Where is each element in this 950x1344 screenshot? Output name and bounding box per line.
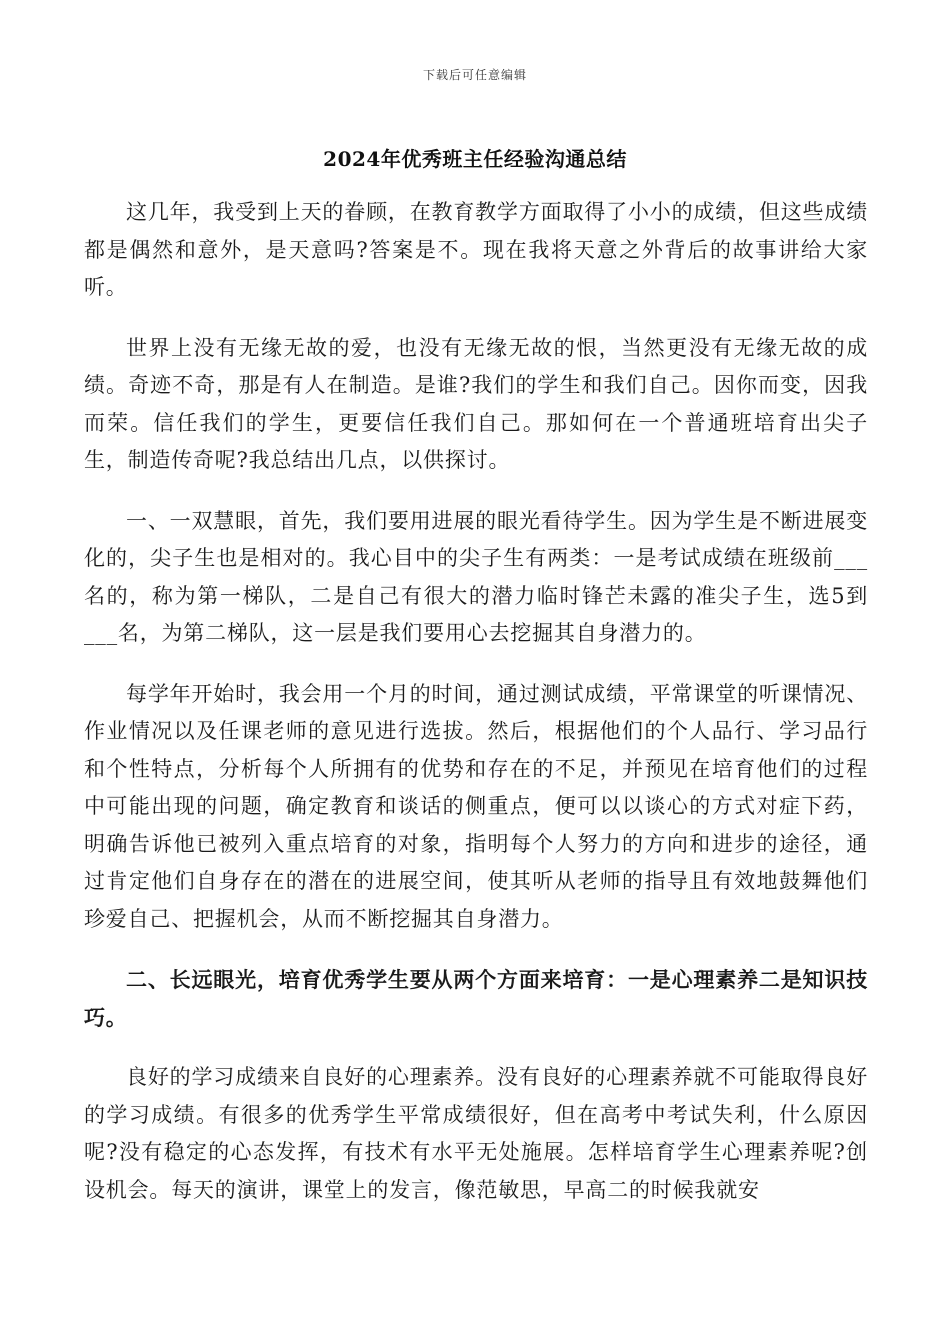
paragraph-psychology: 良好的学习成绩来自良好的心理素养。没有良好的心理素养就不可能取得良好的学习成绩。有很多的优秀学生平常成绩很好，但在高考中考试失利，什么原因呢?没有稳定的心态发挥，有技术有水平无处施展。怎样培育学生心理素养呢?创设机会。每天的演讲，课堂上的发言，像范敏思，早高二的时候我就安 bbox=[84, 1065, 868, 1202]
paragraph-intro: 这几年，我受到上天的眷顾，在教育教学方面取得了小小的成绩，但这些成绩都是偶然和意外，是天意吗?答案是不。现在我将天意之外背后的故事讲给大家听。 bbox=[84, 200, 868, 299]
paragraph-selection: 每学年开始时，我会用一个月的时间，通过测试成绩，平常课堂的听课情况、作业情况以及任课老师的意见进行选拔。然后，根据他们的个人品行、学习品行和个性特点，分析每个人所拥有的优势和存在的不足，并预见在培育他们的过程中可能出现的问题，确定教育和谈话的侧重点，便可以以谈心的方式对症下药，明确告诉他已被列入重点培育的对象，指明每个人努力的方向和进步的途径，通过肯定他们自身存在的潜在的进展空间，使其听从老师的指导且有效地鼓舞他们珍爱自己、把握机会，从而不断挖掘其自身潜力。 bbox=[84, 681, 868, 931]
section-heading-two: 二、长远眼光，培育优秀学生要从两个方面来培育：一是心理素养二是知识技巧。 bbox=[84, 967, 868, 1030]
header-note: 下载后可任意编辑 bbox=[422, 68, 527, 82]
paragraph-section-one: 一、一双慧眼，首先，我们要用进展的眼光看待学生。因为学生是不断进展变化的，尖子生也是相对的。我心目中的尖子生有两类：一是考试成绩在班级前___名的，称为第一梯队，二是自己有很大的潜力临时锋芒未露的准尖子生，选5到___名，为第二梯队，这一层是我们要用心去挖掘其自身潜力的。 bbox=[84, 508, 868, 645]
paragraph-no-reason: 世界上没有无缘无故的爱，也没有无缘无故的恨，当然更没有无缘无故的成绩。奇迹不奇，那是有人在制造。是谁?我们的学生和我们自己。因你而变，因我而荣。信任我们的学生，更要信任我们自己。那如何在一个普通班培育出尖子生，制造传奇呢?我总结出几点，以供探讨。 bbox=[84, 335, 868, 472]
document-title: 2024年优秀班主任经验沟通总结 bbox=[323, 147, 627, 171]
document-body bbox=[84, 194, 868, 1232]
